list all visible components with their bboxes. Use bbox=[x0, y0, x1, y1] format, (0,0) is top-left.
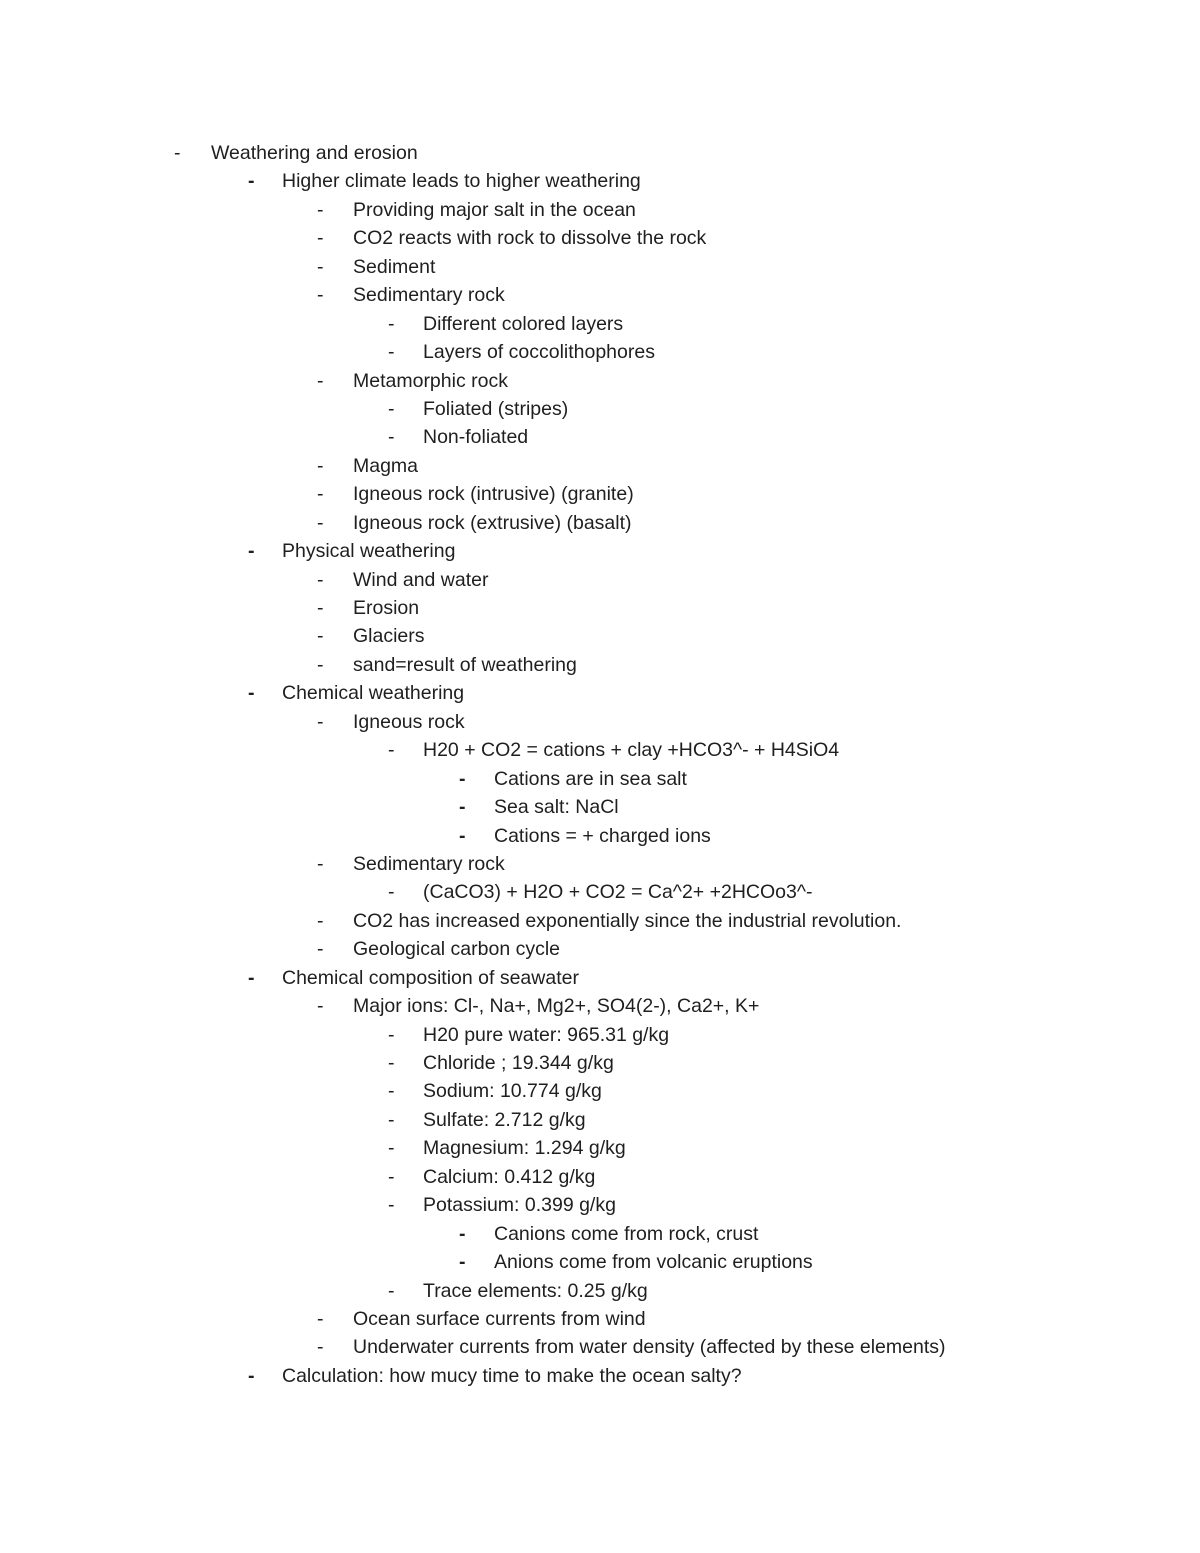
outline-item-text: Foliated (stripes) bbox=[423, 397, 569, 420]
bullet-dash: - bbox=[317, 1336, 324, 1359]
outline-item-text: Non-foliated bbox=[423, 426, 529, 449]
outline-item-level-4 bbox=[0, 765, 1200, 793]
outline-item-level-2 bbox=[0, 1333, 1200, 1361]
bullet-dash: - bbox=[248, 170, 255, 193]
outline-item-text: Potassium: 0.399 g/kg bbox=[423, 1194, 616, 1217]
outline-item-text: Chemical weathering bbox=[282, 682, 465, 705]
outline-item-text: CO2 reacts with rock to dissolve the rock bbox=[353, 227, 707, 250]
bullet-dash: - bbox=[317, 255, 324, 278]
outline-item-text: Sulfate: 2.712 g/kg bbox=[423, 1108, 586, 1131]
outline-item-text: Layers of coccolithophores bbox=[423, 341, 655, 364]
bullet-dash: - bbox=[317, 653, 324, 676]
bullet-dash: - bbox=[317, 284, 324, 307]
outline-item-text: Weathering and erosion bbox=[211, 142, 418, 164]
outline-item-text: Sedimentary rock bbox=[353, 284, 505, 307]
outline-item-text: Canions come from rock, crust bbox=[494, 1222, 759, 1245]
bullet-dash: - bbox=[317, 625, 324, 648]
outline-item-text: Igneous rock (extrusive) (basalt) bbox=[353, 511, 632, 534]
outline-item-level-3 bbox=[0, 1163, 1200, 1191]
bullet-dash: - bbox=[317, 938, 324, 961]
outline-item-level-2 bbox=[0, 253, 1200, 281]
outline-item-text: CO2 has increased exponentially since the industrial revolution. bbox=[353, 909, 902, 932]
bullet-dash: - bbox=[317, 909, 324, 932]
bullet-dash: - bbox=[388, 1137, 395, 1160]
outline-item-level-3 bbox=[0, 338, 1200, 366]
outline-item-text: Sediment bbox=[353, 255, 436, 278]
outline-item-text: Different colored layers bbox=[423, 312, 624, 335]
bullet-dash: - bbox=[388, 1165, 395, 1188]
bullet-dash: - bbox=[248, 1364, 255, 1387]
bullet-dash: - bbox=[388, 1023, 395, 1046]
outline-item-text: Physical weathering bbox=[282, 540, 456, 563]
outline-item-level-4 bbox=[0, 822, 1200, 850]
outline-item-level-2 bbox=[0, 224, 1200, 252]
outline-item-level-2 bbox=[0, 622, 1200, 650]
bullet-dash: - bbox=[388, 881, 395, 904]
outline-item-text: Providing major salt in the ocean bbox=[353, 198, 636, 221]
outline-item-text: Igneous rock (intrusive) (granite) bbox=[353, 483, 634, 506]
bullet-dash: - bbox=[388, 397, 395, 420]
outline-item-text: Glaciers bbox=[353, 625, 425, 648]
outline-item-text: Trace elements: 0.25 g/kg bbox=[423, 1279, 648, 1302]
outline-item-text: Anions come from volcanic eruptions bbox=[494, 1251, 813, 1274]
outline-item-text: (CaCO3) + H2O + CO2 = Ca^2+ +2HCOo3^- bbox=[423, 881, 813, 904]
outline-item-text: Erosion bbox=[353, 597, 420, 619]
outline-item-text: sand=result of weathering bbox=[353, 653, 577, 676]
bullet-dash: - bbox=[317, 511, 324, 534]
outline-item-text: Sedimentary rock bbox=[353, 852, 505, 875]
outline-item-text: Cations are in sea salt bbox=[494, 767, 687, 790]
outline-item-level-2 bbox=[0, 594, 1200, 622]
outline-item-level-1 bbox=[0, 167, 1200, 195]
bullet-dash: - bbox=[317, 1307, 324, 1330]
outline-item-level-2 bbox=[0, 480, 1200, 508]
outline-item-level-3 bbox=[0, 1077, 1200, 1105]
outline-item-text: Chemical composition of seawater bbox=[282, 966, 579, 989]
outline-item-level-2 bbox=[0, 935, 1200, 963]
outline-item-level-2 bbox=[0, 367, 1200, 395]
outline-item-level-3 bbox=[0, 1191, 1200, 1219]
outline-item-text: Wind and water bbox=[353, 568, 489, 591]
bullet-dash: - bbox=[317, 483, 324, 506]
outline-item-level-3 bbox=[0, 1277, 1200, 1305]
outline-item-level-2 bbox=[0, 196, 1200, 224]
outline-item-text: Underwater currents from water density (affected by these elements) bbox=[353, 1336, 946, 1359]
outline-item-text: Magma bbox=[353, 454, 419, 477]
outline-item-level-1 bbox=[0, 537, 1200, 565]
outline-item-level-3 bbox=[0, 1106, 1200, 1134]
outline-item-text: Calculation: how mucy time to make the ocean salty? bbox=[282, 1364, 742, 1387]
bullet-dash: - bbox=[388, 1279, 395, 1302]
outline-item-text: Higher climate leads to higher weathering bbox=[282, 170, 641, 193]
bullet-dash: - bbox=[459, 1222, 466, 1245]
outline-item-text: Sodium: 10.774 g/kg bbox=[423, 1080, 602, 1103]
outline-item-text: Chloride ; 19.344 g/kg bbox=[423, 1052, 614, 1074]
bullet-dash: - bbox=[248, 540, 255, 563]
bullet-dash: - bbox=[459, 767, 466, 790]
outline-item-level-2 bbox=[0, 992, 1200, 1020]
bullet-dash: - bbox=[317, 454, 324, 477]
outline-item-level-2 bbox=[0, 452, 1200, 480]
outline-item-level-3 bbox=[0, 423, 1200, 451]
bullet-dash: - bbox=[388, 312, 395, 335]
outline-item-level-4 bbox=[0, 793, 1200, 821]
bullet-dash: - bbox=[317, 227, 324, 250]
outline-item-level-2 bbox=[0, 566, 1200, 594]
outline-item-text: Cations = + charged ions bbox=[494, 824, 711, 847]
outline-item-level-3 bbox=[0, 1134, 1200, 1162]
outline-item-level-1 bbox=[0, 1362, 1200, 1390]
bullet-dash: - bbox=[388, 1108, 395, 1131]
bullet-dash: - bbox=[317, 710, 324, 733]
outline-item-level-2 bbox=[0, 651, 1200, 679]
outline-item-text: Calcium: 0.412 g/kg bbox=[423, 1165, 596, 1188]
bullet-dash: - bbox=[317, 852, 324, 875]
bullet-dash: - bbox=[248, 682, 255, 705]
outline-item-level-2 bbox=[0, 509, 1200, 537]
notes-outline bbox=[0, 139, 1200, 1390]
outline-item-level-2 bbox=[0, 850, 1200, 878]
bullet-dash: - bbox=[317, 995, 324, 1018]
bullet-dash: - bbox=[459, 796, 466, 819]
outline-item-text: Geological carbon cycle bbox=[353, 938, 561, 961]
outline-item-level-4 bbox=[0, 1220, 1200, 1248]
outline-item-level-2 bbox=[0, 708, 1200, 736]
bullet-dash: - bbox=[388, 1194, 395, 1217]
outline-item-text: H20 + CO2 = cations + clay +HCO3^- + H4SiO4 bbox=[423, 739, 840, 762]
outline-item-level-0 bbox=[0, 139, 1200, 167]
outline-item-level-2 bbox=[0, 281, 1200, 309]
bullet-dash: - bbox=[317, 369, 324, 392]
outline-item-level-3 bbox=[0, 395, 1200, 423]
outline-item-level-3 bbox=[0, 1049, 1200, 1077]
outline-item-text: Metamorphic rock bbox=[353, 369, 508, 392]
bullet-dash: - bbox=[388, 1052, 395, 1074]
outline-item-text: Igneous rock bbox=[353, 710, 465, 733]
bullet-dash: - bbox=[174, 142, 181, 164]
bullet-dash: - bbox=[388, 1080, 395, 1103]
bullet-dash: - bbox=[388, 426, 395, 449]
bullet-dash: - bbox=[459, 824, 466, 847]
bullet-dash: - bbox=[459, 1251, 466, 1274]
outline-item-text: Sea salt: NaCl bbox=[494, 796, 619, 819]
outline-item-level-1 bbox=[0, 679, 1200, 707]
outline-item-text: Major ions: Cl-, Na+, Mg2+, SO4(2-), Ca2+, K+ bbox=[353, 995, 760, 1018]
outline-item-level-3 bbox=[0, 310, 1200, 338]
outline-item-level-3 bbox=[0, 736, 1200, 764]
outline-item-level-2 bbox=[0, 1305, 1200, 1333]
outline-item-level-3 bbox=[0, 878, 1200, 906]
outline-item-text: Ocean surface currents from wind bbox=[353, 1307, 646, 1330]
bullet-dash: - bbox=[317, 597, 324, 619]
outline-item-level-3 bbox=[0, 1021, 1200, 1049]
bullet-dash: - bbox=[317, 198, 324, 221]
outline-item-level-2 bbox=[0, 907, 1200, 935]
bullet-dash: - bbox=[317, 568, 324, 591]
outline-item-text: H20 pure water: 965.31 g/kg bbox=[423, 1023, 670, 1046]
outline-item-level-4 bbox=[0, 1248, 1200, 1276]
bullet-dash: - bbox=[248, 966, 255, 989]
bullet-dash: - bbox=[388, 341, 395, 364]
bullet-dash: - bbox=[388, 739, 395, 762]
outline-item-text: Magnesium: 1.294 g/kg bbox=[423, 1137, 626, 1160]
outline-item-level-1 bbox=[0, 964, 1200, 992]
